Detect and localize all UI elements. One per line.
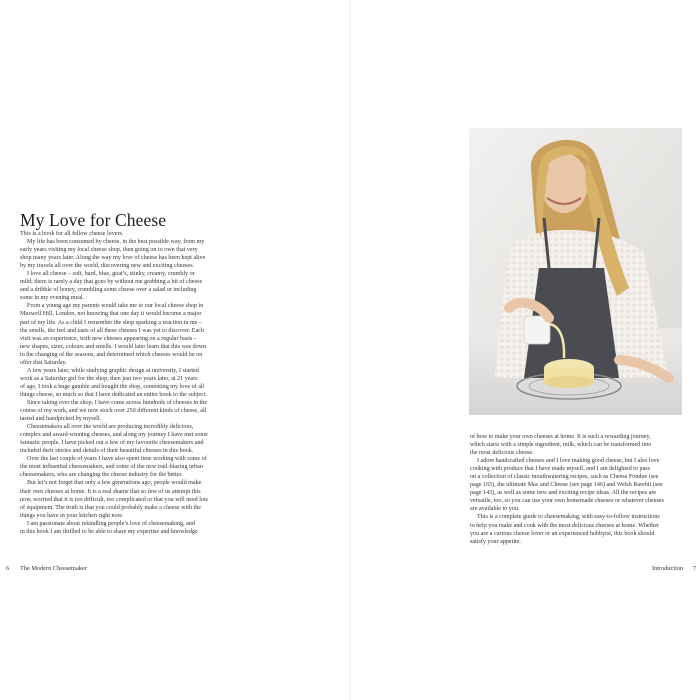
- text-line: part of my life. As a child I remember the shop sparking a reaction in me –: [20, 319, 202, 326]
- paragraph: [20, 230, 260, 238]
- text-line: cooking with produce that I have made myself, and I am delighted to pass: [470, 466, 651, 473]
- text-line: satisfy your appetite.: [470, 538, 521, 545]
- running-footer-section: Introduction: [652, 565, 684, 572]
- paragraph: [20, 238, 260, 270]
- text-line: tasted and handpicked by myself.: [20, 416, 102, 423]
- paragraph: [20, 270, 260, 302]
- text-line: I love all cheese – soft, hard, blue, goat’s, stinky, creamy, crumbly or: [27, 271, 195, 278]
- paragraph: [20, 479, 260, 519]
- text-line: on a collection of classic mouthwatering recipes, such as Cheese Fondue (see: [470, 474, 659, 481]
- text-line: the most influential cheesemakers, and some of the new trail-blazing urban: [20, 464, 203, 471]
- text-line: complex and award-winning cheeses, and along my journey I have met some: [20, 432, 208, 439]
- text-line: cheesemakers, who are changing the cheese industry for the better.: [20, 472, 183, 479]
- paragraph: [470, 433, 688, 457]
- page-number-right: 7: [693, 565, 697, 572]
- text-line: A few years later, while studying graphic design at university, I started: [27, 367, 199, 374]
- right-body-text: [470, 433, 688, 546]
- text-line: Muswell Hill, London, not knowing that one day it would become a major: [20, 311, 202, 318]
- text-line: now, worried that it is too difficult, too complicated or that you will need lots: [20, 496, 209, 503]
- text-line: I am passionate about rekindling people’s love of cheesemaking, and: [27, 520, 195, 527]
- text-line: of age, I took a huge gamble and bought the shop, cementing my love of all: [20, 383, 205, 390]
- text-line: Over the last couple of years I have also spent time working with some of: [27, 456, 207, 463]
- paragraph: [20, 423, 260, 455]
- page-number-left: 6: [6, 565, 10, 572]
- text-line: fantastic people. I have picked out a few of my favourite cheesemakers and: [20, 440, 204, 447]
- paragraph: [20, 302, 260, 366]
- text-line: page 165), the ultimate Mac and Cheese (see page 146) and Welsh Rarebit (see: [470, 482, 663, 489]
- text-line: My life has been consumed by cheese, in the best possible way, from my: [27, 239, 205, 246]
- text-line: work as a Saturday girl for the shop, then just two years later, at 21 years: [20, 375, 198, 382]
- text-line: things cheese, so much so that I have dedicated an entire book to the subject.: [20, 391, 208, 398]
- text-line: This is a complete guide to cheesemaking, with easy-to-follow instructions: [477, 514, 660, 521]
- text-line: their own cheeses at home. It is a real shame that so few of us attempt this: [20, 488, 201, 495]
- text-line: in this book I am thrilled to be able to share my expertise and knowledge: [20, 528, 198, 535]
- text-line: shop many years later. Along the way my love of cheese has been kept alive: [20, 255, 206, 262]
- text-line: course of my work, and we now stock over 250 different kinds of cheese, all: [20, 408, 207, 415]
- text-line: the most delicious cheese.: [470, 450, 534, 457]
- text-line: offer that Saturday.: [20, 359, 67, 366]
- author-photo-icon: [469, 128, 682, 415]
- left-body-text: [20, 230, 260, 536]
- author-photo: [469, 128, 682, 415]
- text-line: some in my evening meal.: [20, 295, 85, 302]
- paragraph: [20, 399, 260, 423]
- text-line: included their stories and details of their beautiful cheeses in this book.: [20, 448, 194, 455]
- paragraph: [20, 367, 260, 399]
- text-line: page 143), as well as some new and exciting recipe ideas. All the recipes are: [470, 490, 657, 497]
- paragraph: [20, 455, 260, 479]
- text-line: Cheesemakers all over the world are producing incredibly delicious,: [27, 424, 194, 431]
- text-line: mild; there is rarely a day that goes by without me grabbing a bit of cheese: [20, 279, 203, 286]
- running-footer-book-title: The Modern Cheesemaker: [20, 565, 87, 572]
- text-line: and a dribble of honey, crumbling some cheese over a salad or including: [20, 287, 197, 294]
- text-line: But let’s not forget that only a few generations ago, people would make: [27, 480, 202, 487]
- paragraph: [470, 513, 688, 545]
- text-line: I adore handcrafted cheeses and I love making good cheese, but I also love: [477, 458, 660, 465]
- text-line: which starts with a simple ingredient, milk, which can be transformed into: [470, 442, 652, 449]
- text-line: to the changing of the seasons, and determined which cheeses would be on: [20, 351, 203, 358]
- text-line: are available to you.: [470, 506, 520, 513]
- text-line: This is a book for all fellow cheese lovers.: [20, 231, 124, 237]
- text-line: the smells, the feel and taste of all these cheeses I was yet to discover. Each: [20, 327, 204, 334]
- text-line: by my travels all over the world, discovering new and exciting cheeses.: [20, 263, 195, 270]
- text-line: you are a curious cheese lover or an experienced hobbyist, this book should: [470, 530, 655, 537]
- text-line: things you have in your kitchen right now.: [20, 512, 124, 519]
- chapter-title: My Love for Cheese: [20, 209, 167, 230]
- text-line: visit was an experience, with new cheeses appearing on a regular basis –: [20, 335, 197, 342]
- paragraph: [470, 457, 688, 513]
- text-line: to help you make and cook with the most delicious cheeses at home. Whether: [470, 522, 660, 529]
- text-line: early years visiting my local cheese shop, then going on to own that very: [20, 247, 198, 254]
- paragraph: [20, 520, 260, 536]
- text-line: of how to make your own cheeses at home. It is such a rewarding journey,: [470, 434, 651, 440]
- text-line: new shapes, sizes, colours and smells. I would later learn that this was down: [20, 343, 207, 350]
- text-line: versatile, too, so you can use your own homemade cheeses or whatever cheeses: [470, 498, 664, 505]
- text-line: From a young age my parents would take me to our local cheese shop in: [27, 303, 204, 310]
- text-line: Since taking over the shop, I have come across hundreds of cheeses in the: [27, 399, 208, 406]
- text-line: of equipment. The truth is that you could probably make a cheese with the: [20, 504, 201, 511]
- book-gutter: [349, 0, 351, 700]
